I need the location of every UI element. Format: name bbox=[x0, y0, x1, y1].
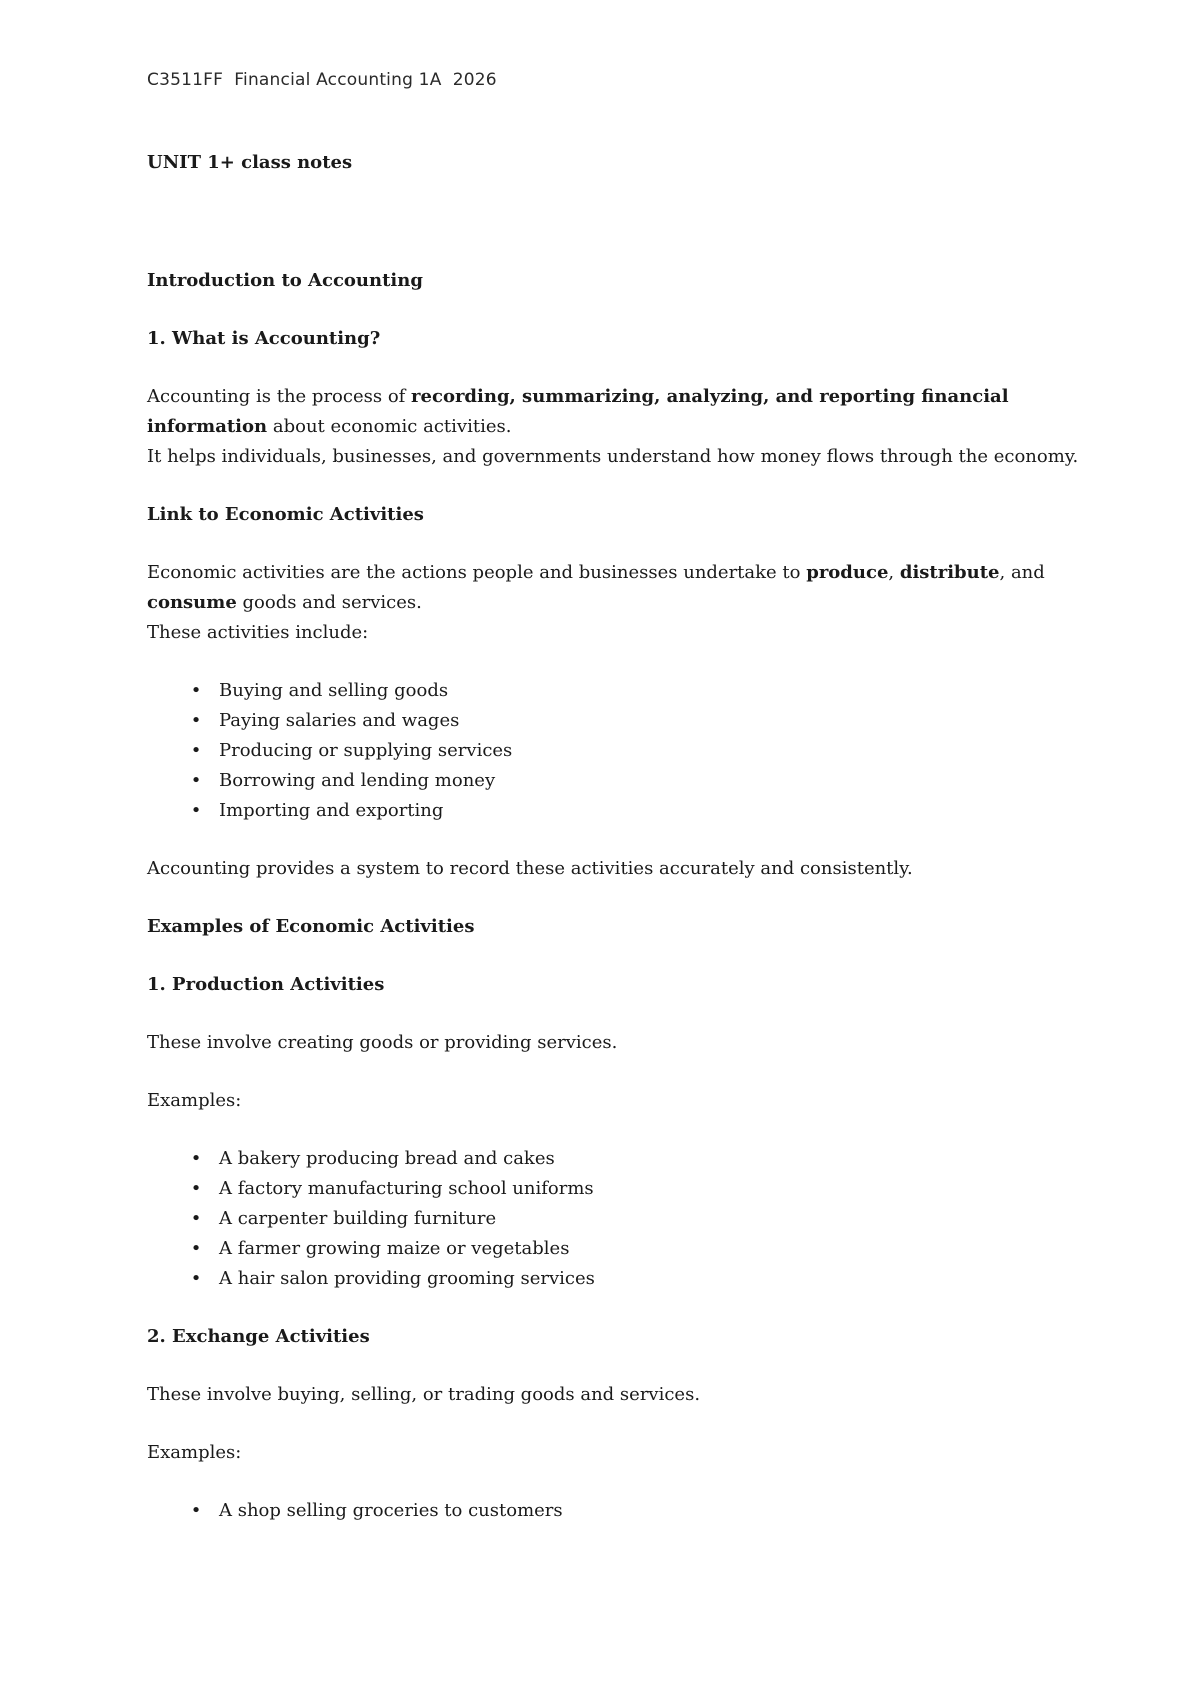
list-item-text: Buying and selling goods bbox=[219, 680, 449, 701]
bullet-icon: • bbox=[190, 1500, 202, 1521]
bullet-icon: • bbox=[190, 710, 202, 731]
econ-bold-produce: produce bbox=[806, 562, 889, 583]
econ-bold-distribute: distribute bbox=[899, 562, 1000, 583]
document-body bbox=[147, 148, 1087, 1526]
bullet-icon: • bbox=[190, 1148, 202, 1169]
list-item bbox=[147, 736, 1087, 766]
econ-text-sep-2: , and bbox=[999, 562, 1045, 583]
system-paragraph: Accounting provides a system to record these activities accurately and consistently. bbox=[147, 858, 913, 879]
list-item-text: A farmer growing maize or vegetables bbox=[219, 1238, 570, 1259]
bullet-icon: • bbox=[190, 740, 202, 761]
economic-activities-paragraph bbox=[147, 558, 1087, 618]
list-item bbox=[147, 706, 1087, 736]
definition-paragraph bbox=[147, 382, 1087, 442]
production-examples-list bbox=[147, 1144, 1087, 1294]
list-item-text: A hair salon providing grooming services bbox=[219, 1268, 595, 1289]
section-heading-examples: Examples of Economic Activities bbox=[147, 916, 475, 937]
document-title: UNIT 1+ class notes bbox=[147, 152, 353, 173]
list-item bbox=[147, 1496, 1087, 1526]
exchange-description: These involve buying, selling, or trading goods and services. bbox=[147, 1384, 701, 1405]
running-header: C3511FF Financial Accounting 1A 2026 bbox=[147, 70, 497, 90]
list-item bbox=[147, 796, 1087, 826]
list-item-text: A carpenter building furniture bbox=[219, 1208, 497, 1229]
econ-text-post: goods and services. bbox=[236, 592, 422, 613]
list-item bbox=[147, 1144, 1087, 1174]
list-item-text: Producing or supplying services bbox=[219, 740, 513, 761]
list-item-text: A factory manufacturing school uniforms bbox=[219, 1178, 594, 1199]
bullet-icon: • bbox=[190, 770, 202, 791]
bullet-icon: • bbox=[190, 1238, 202, 1259]
definition-bold-terms: recording, summarizing, analyzing, and reporting financial information bbox=[147, 386, 1009, 437]
econ-text-sep-1: , bbox=[888, 562, 900, 583]
production-description: These involve creating goods or providing services. bbox=[147, 1032, 618, 1053]
activities-include-line: These activities include: bbox=[147, 622, 369, 643]
list-item bbox=[147, 1264, 1087, 1294]
list-item bbox=[147, 1204, 1087, 1234]
activities-list bbox=[147, 676, 1087, 826]
subheading-what-is-accounting: 1. What is Accounting? bbox=[147, 328, 381, 349]
econ-text-pre: Economic activities are the actions people and businesses undertake to bbox=[147, 562, 807, 583]
subheading-exchange-activities: 2. Exchange Activities bbox=[147, 1326, 370, 1347]
definition-line-2: It helps individuals, businesses, and governments understand how money flows through the economy. bbox=[147, 446, 1079, 467]
list-item bbox=[147, 676, 1087, 706]
exchange-examples-list bbox=[147, 1496, 1087, 1526]
econ-bold-consume: consume bbox=[147, 592, 237, 613]
list-item-text: Paying salaries and wages bbox=[219, 710, 460, 731]
definition-text-post: about economic activities. bbox=[267, 416, 512, 437]
bullet-icon: • bbox=[190, 1208, 202, 1229]
list-item bbox=[147, 1174, 1087, 1204]
subheading-production-activities: 1. Production Activities bbox=[147, 974, 385, 995]
bullet-icon: • bbox=[190, 680, 202, 701]
list-item-text: A bakery producing bread and cakes bbox=[219, 1148, 555, 1169]
exchange-examples-label: Examples: bbox=[147, 1442, 242, 1463]
bullet-icon: • bbox=[190, 1268, 202, 1289]
section-heading-introduction: Introduction to Accounting bbox=[147, 270, 423, 291]
bullet-icon: • bbox=[190, 800, 202, 821]
list-item-text: A shop selling groceries to customers bbox=[219, 1500, 563, 1521]
production-examples-label: Examples: bbox=[147, 1090, 242, 1111]
bullet-icon: • bbox=[190, 1178, 202, 1199]
list-item-text: Borrowing and lending money bbox=[219, 770, 496, 791]
list-item-text: Importing and exporting bbox=[219, 800, 444, 821]
list-item bbox=[147, 1234, 1087, 1264]
list-item bbox=[147, 766, 1087, 796]
subheading-link-to-economic-activities: Link to Economic Activities bbox=[147, 504, 424, 525]
definition-text-pre: Accounting is the process of bbox=[147, 386, 412, 407]
